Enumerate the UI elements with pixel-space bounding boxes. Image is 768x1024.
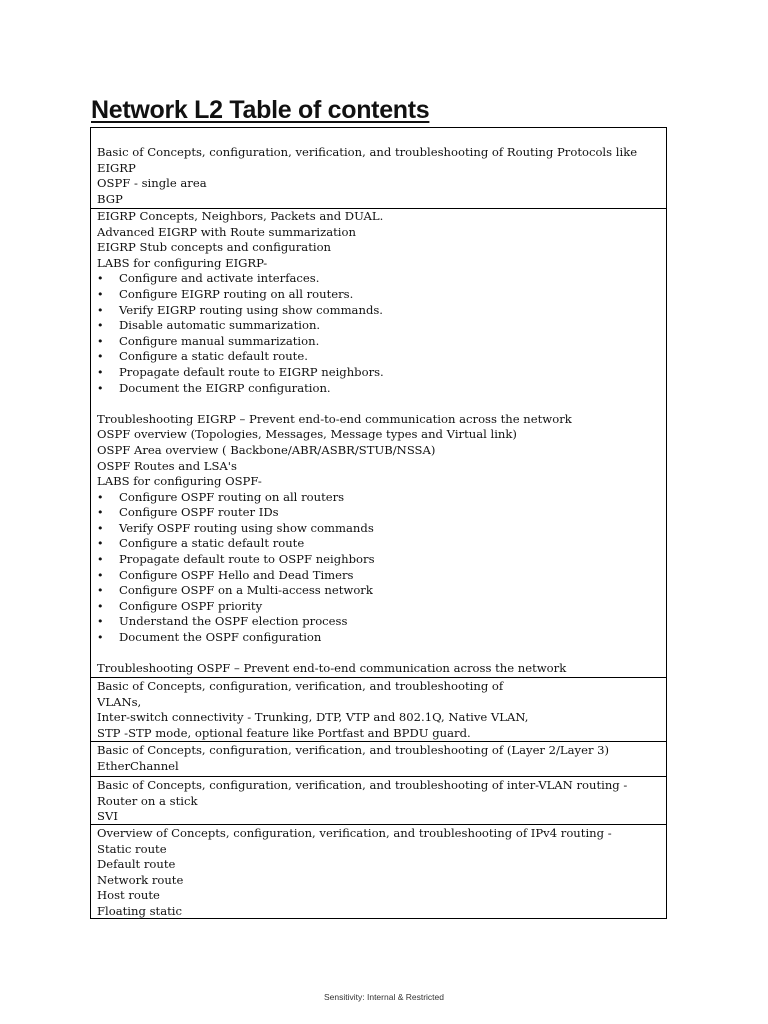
toc-line: EtherChannel xyxy=(97,758,179,773)
bullet-icon: • xyxy=(97,319,104,333)
toc-bullet-text: Document the EIGRP configuration. xyxy=(119,380,331,395)
toc-bullet-item xyxy=(97,521,660,537)
toc-bullet-item xyxy=(97,271,660,287)
toc-bullet-item xyxy=(97,505,660,521)
toc-line: Advanced EIGRP with Route summarization xyxy=(97,224,356,239)
toc-bullet-item xyxy=(97,334,660,350)
toc-bullet-item xyxy=(97,349,660,365)
toc-line: LABS for configuring EIGRP- xyxy=(97,255,268,270)
toc-cell-routing-protocols xyxy=(91,128,666,208)
bullet-icon: • xyxy=(97,350,104,364)
toc-line: EIGRP Concepts, Neighbors, Packets and DUAL. xyxy=(97,209,384,223)
toc-line: VLANs, xyxy=(97,694,142,709)
toc-line: OSPF Area overview ( Backbone/ABR/ASBR/STUB/NSSA) xyxy=(97,442,436,457)
toc-bullet-text: Configure OSPF routing on all routers xyxy=(119,489,345,504)
toc-bullet-item xyxy=(97,552,660,568)
toc-cell-inter-vlan-routing xyxy=(91,776,666,824)
spacer xyxy=(97,396,660,412)
toc-bullet-item xyxy=(97,287,660,303)
toc-line: LABS for configuring OSPF- xyxy=(97,474,262,489)
toc-cell-ipv4-routing xyxy=(91,824,666,918)
toc-line: Basic of Concepts, configuration, verification, and troubleshooting of inter-VLAN routing - xyxy=(97,778,628,792)
toc-bullet-text: Configure EIGRP routing on all routers. xyxy=(119,286,354,301)
sensitivity-footer: Sensitivity: Internal & Restricted xyxy=(324,992,444,1002)
toc-line: Static route xyxy=(97,841,167,856)
bullet-icon: • xyxy=(97,272,104,286)
table-of-contents xyxy=(90,127,667,919)
bullet-icon: • xyxy=(97,584,104,598)
bullet-icon: • xyxy=(97,334,104,348)
toc-cell-etherchannel xyxy=(91,741,666,776)
toc-bullet-text: Document the OSPF configuration xyxy=(119,630,322,645)
toc-bullet-text: Configure OSPF priority xyxy=(119,598,263,613)
bullet-icon: • xyxy=(97,568,104,582)
toc-bullet-text: Understand the OSPF election process xyxy=(119,614,348,629)
toc-line: Overview of Concepts, configuration, verification, and troubleshooting of IPv4 routing - xyxy=(97,826,612,840)
bullet-icon: • xyxy=(97,615,104,629)
toc-bullet-item xyxy=(97,536,660,552)
toc-bullet-text: Propagate default route to OSPF neighbors xyxy=(119,552,375,567)
bullet-icon: • xyxy=(97,365,104,379)
toc-line: OSPF Routes and LSA's xyxy=(97,458,237,473)
toc-bullet-item xyxy=(97,630,660,646)
toc-line: Router on a stick xyxy=(97,793,198,808)
toc-bullet-text: Propagate default route to EIGRP neighbors. xyxy=(119,364,384,379)
toc-line: OSPF - single area xyxy=(97,176,207,191)
toc-line: EIGRP xyxy=(97,160,136,175)
page-title: Network L2 Table of contents xyxy=(91,96,430,124)
toc-line: STP -STP mode, optional feature like Portfast and BPDU guard. xyxy=(97,725,471,740)
toc-bullet-text: Configure a static default route xyxy=(119,536,305,551)
toc-bullet-item xyxy=(97,568,660,584)
toc-line: Basic of Concepts, configuration, verification, and troubleshooting of xyxy=(97,679,504,693)
toc-line: Floating static xyxy=(97,903,182,918)
bullet-icon: • xyxy=(97,553,104,567)
toc-bullet-item xyxy=(97,583,660,599)
bullet-icon: • xyxy=(97,303,104,317)
bullet-icon: • xyxy=(97,381,104,395)
toc-bullet-text: Configure OSPF Hello and Dead Timers xyxy=(119,567,354,582)
toc-bullet-text: Configure manual summarization. xyxy=(119,333,320,348)
toc-bullet-item xyxy=(97,303,660,319)
toc-line: EIGRP Stub concepts and configuration xyxy=(97,240,332,255)
bullet-icon: • xyxy=(97,490,104,504)
toc-line: OSPF overview (Topologies, Messages, Message types and Virtual link) xyxy=(97,427,517,442)
toc-bullet-text: Configure OSPF router IDs xyxy=(119,505,279,520)
toc-bullet-text: Configure a static default route. xyxy=(119,349,308,364)
toc-cell-vlans xyxy=(91,677,666,741)
toc-bullet-text: Disable automatic summarization. xyxy=(119,318,321,333)
toc-line: Troubleshooting OSPF – Prevent end-to-end communication across the network xyxy=(97,661,567,676)
toc-bullet-item xyxy=(97,599,660,615)
toc-bullet-item xyxy=(97,318,660,334)
toc-line: Inter-switch connectivity - Trunking, DTP, VTP and 802.1Q, Native VLAN, xyxy=(97,710,529,725)
toc-bullet-item xyxy=(97,490,660,506)
toc-line: Basic of Concepts, configuration, verification, and troubleshooting of (Layer 2/Layer 3) xyxy=(97,743,610,757)
bullet-icon: • xyxy=(97,521,104,535)
bullet-icon: • xyxy=(97,287,104,301)
toc-bullet-item xyxy=(97,381,660,397)
toc-bullet-text: Verify EIGRP routing using show commands. xyxy=(119,302,383,317)
toc-bullet-text: Configure and activate interfaces. xyxy=(119,271,320,286)
toc-line: Network route xyxy=(97,872,184,887)
toc-line: BGP xyxy=(97,191,123,206)
bullet-icon: • xyxy=(97,506,104,520)
spacer xyxy=(97,646,660,662)
toc-line: Host route xyxy=(97,888,160,903)
toc-bullet-text: Verify OSPF routing using show commands xyxy=(119,520,374,535)
toc-line: Basic of Concepts, configuration, verification, and troubleshooting of Routing Protocols like xyxy=(97,145,638,159)
toc-line: SVI xyxy=(97,809,118,824)
toc-bullet-text: Configure OSPF on a Multi-access network xyxy=(119,583,373,598)
toc-line: Troubleshooting EIGRP – Prevent end-to-end communication across the network xyxy=(97,411,572,426)
toc-line: Default route xyxy=(97,857,176,872)
toc-bullet-item xyxy=(97,365,660,381)
toc-bullet-item xyxy=(97,614,660,630)
toc-cell-eigrp-ospf xyxy=(91,208,666,677)
bullet-icon: • xyxy=(97,631,104,645)
bullet-icon: • xyxy=(97,599,104,613)
bullet-icon: • xyxy=(97,537,104,551)
